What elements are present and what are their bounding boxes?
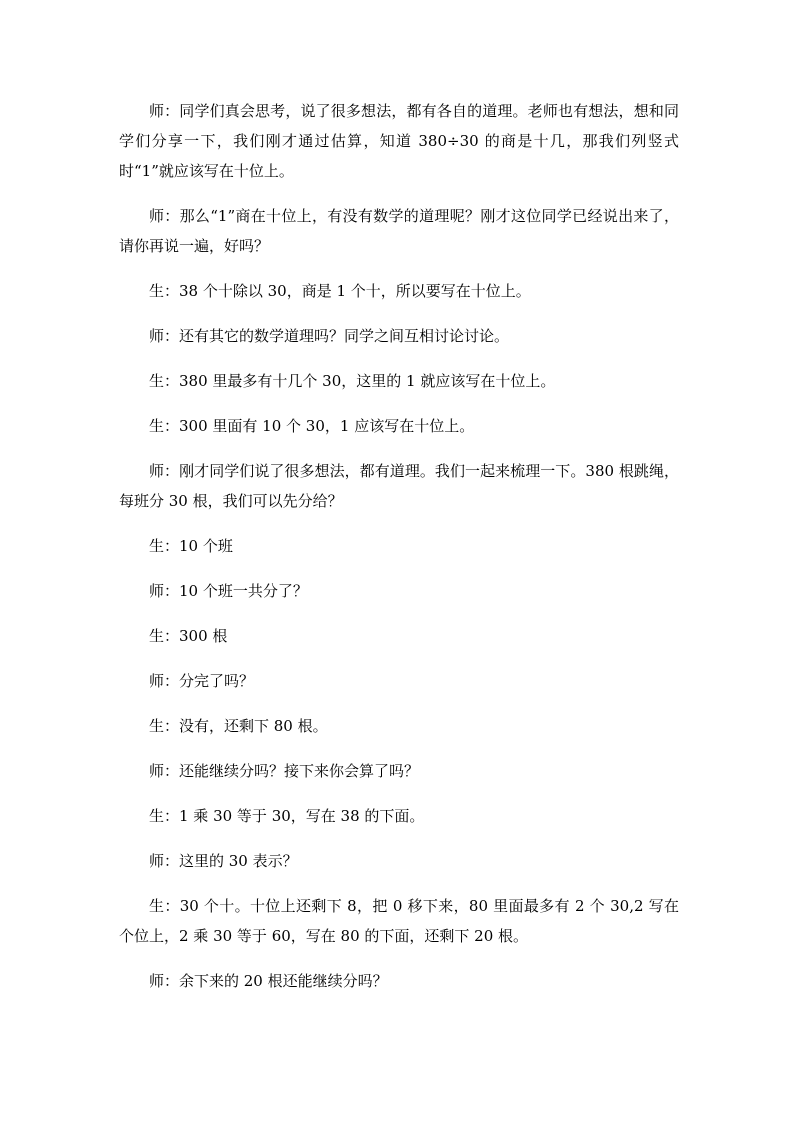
paragraph-student-300: 生：300 里面有 10 个 30，1 应该写在十位上。	[149, 417, 475, 435]
paragraph-student-380: 生：380 里最多有十几个 30，这里的 1 就应该写在十位上。	[149, 372, 556, 390]
paragraph-student-300-ropes: 生：300 根	[149, 627, 228, 645]
paragraph-teacher-summary: 师：刚才同学们说了很多想法，都有道理。我们一起来梳理一下。380 根跳绳，每班分 30 根，我们可以先分给？	[119, 462, 679, 510]
paragraph-teacher-meaning: 师：这里的 30 表示？	[149, 852, 298, 870]
paragraph-student-38-tens: 生：38 个十除以 30，商是 1 个十，所以要写在十位上。	[149, 282, 531, 300]
document-body	[119, 96, 679, 1011]
paragraph-teacher-discuss: 师：还有其它的数学道理吗？同学之间互相讨论讨论。	[149, 327, 510, 345]
paragraph-student-multiply: 生：1 乘 30 等于 30，写在 38 的下面。	[149, 807, 425, 825]
paragraph-teacher-finished: 师：分完了吗？	[149, 672, 255, 690]
paragraph-teacher-intro: 师：同学们真会思考，说了很多想法，都有各自的道理。老师也有想法，想和同学们分享一下，我们刚才通过估算，知道 380÷30 的商是十几，那我们列竖式时“1”就应该写在十位上。	[119, 102, 679, 180]
paragraph-teacher-continue: 师：还能继续分吗？接下来你会算了吗？	[149, 762, 420, 780]
paragraph-teacher-remainder: 师：余下来的 20 根还能继续分吗？	[149, 972, 388, 990]
paragraph-student-remaining: 生：没有，还剩下 80 根。	[149, 717, 328, 735]
paragraph-teacher-question-tens: 师：那么“1”商在十位上，有没有数学的道理呢？刚才这位同学已经说出来了，请你再说一遍，好吗？	[119, 207, 679, 255]
paragraph-student-10-classes: 生：10 个班	[149, 537, 233, 555]
paragraph-teacher-total: 师：10 个班一共分了？	[149, 582, 308, 600]
paragraph-student-explanation: 生：30 个十。十位上还剩下 8，把 0 移下来，80 里面最多有 2 个 30,2 写在个位上，2 乘 30 等于 60，写在 80 的下面，还剩下 20 根。	[119, 897, 679, 945]
